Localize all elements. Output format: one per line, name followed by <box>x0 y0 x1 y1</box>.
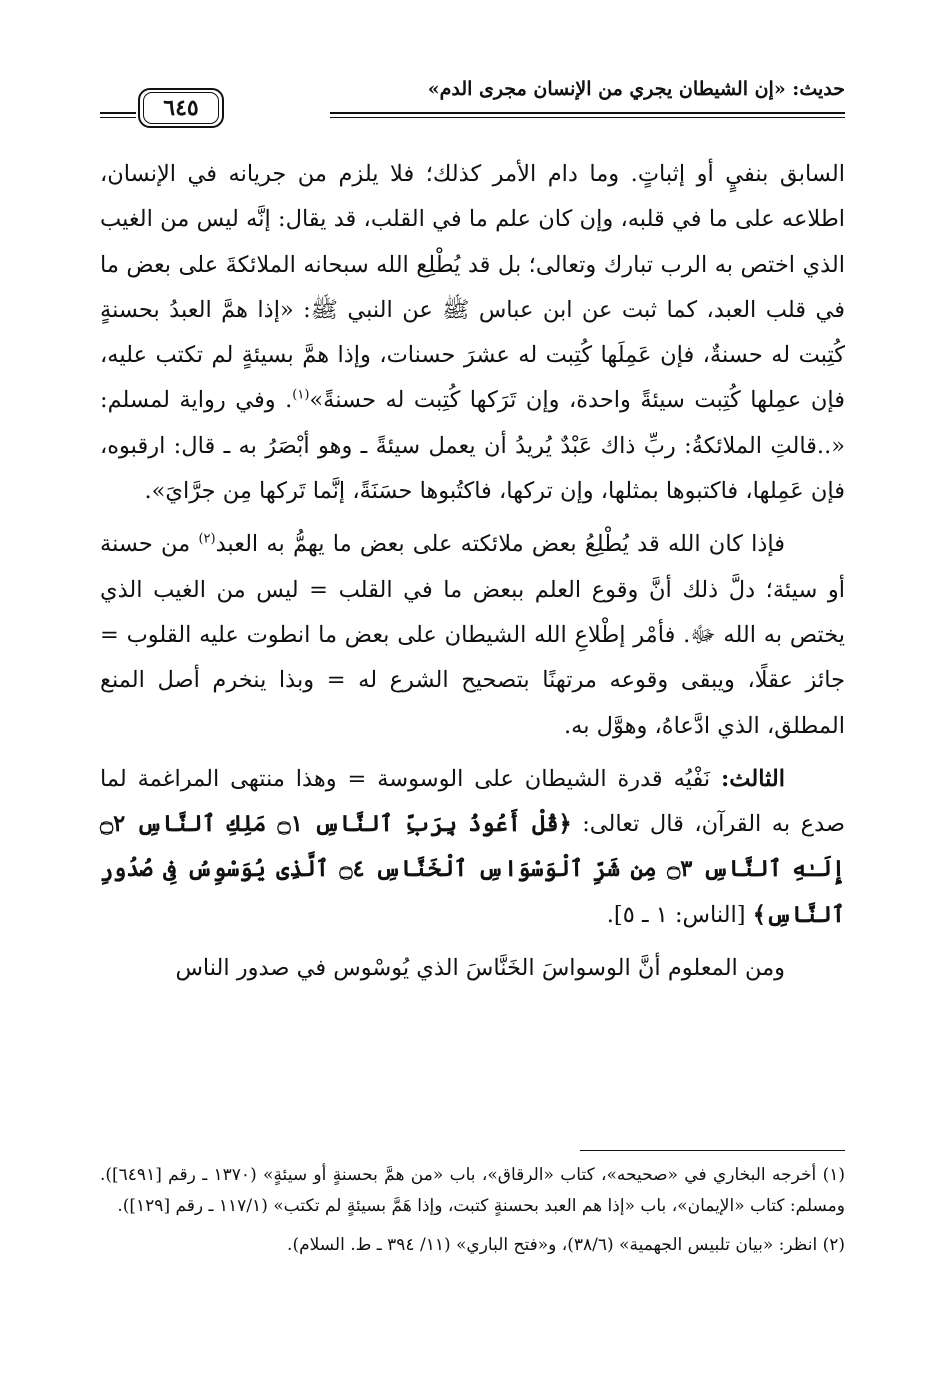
paragraph-1 <box>100 152 845 514</box>
footnote-ref-2: (٢) <box>198 531 216 547</box>
footnote-1: (١) أخرجه البخاري في «صحيحه»، كتاب «الرقاق»، باب «من همَّ بحسنةٍ أو سيئةٍ» (١٣٧٠ ـ رقم [٦٤٩١]). ومسلم: كتاب «الإيمان»، باب «إذا هم العبد بحسنةٍ كتبت، وإذا هَمَّ بسيئةٍ لم تكتب» (١١٧/١ ـ رقم [١٢٩]). <box>100 1165 846 1216</box>
paragraph-3-intro: نَفْيُه قدرة الشيطان على الوسوسة = وهذا منتهى المراغمة لما صدع به القرآن، قال تعالى: <box>100 765 845 838</box>
paragraph-2-tail: من حسنة أو سيئة؛ دلَّ ذلك أنَّ وقوع العلم ببعض ما في القلب = ليس من الغيب الذي يختص به الله ﷻ. فأمْر إطْلاعِ الله الشيطان على بعض ما انطوت عليه القلوب = جائز عقلًا، ويبقى وقوعه مرتهنًا بتصحيح الشرع له = وبذا ينخرم أصل المنع المطلق، الذي ادَّعاهُ، وهوَّل به. <box>100 531 845 739</box>
paragraph-2 <box>100 522 845 748</box>
quran-verse: ﴿قُلْ أَعُوذُ بِرَبِّ ٱلنَّاسِ ۝١ مَلِكِ ٱلنَّاسِ ۝٢ إِلَـٰهِ ٱلنَّاسِ ۝٣ مِن شَرِّ ٱلْوَسْوَاسِ ٱلْخَنَّاسِ ۝٤ ٱلَّذِى يُوَسْوِسُ فِى صُدُورِ ٱلنَّاسِ﴾ <box>100 811 845 928</box>
main-text <box>100 152 845 991</box>
header-rule-left <box>100 112 136 118</box>
header-rule <box>330 112 845 118</box>
footnotes <box>100 1160 845 1261</box>
footnote-ref-1: (١) <box>292 387 310 403</box>
paragraph-1-tail: . وفي رواية لمسلم: «..قالتِ الملائكةُ: ربِّ ذاك عَبْدٌ يُريدُ أن يعمل سيئةً ـ وهو أبْصَرُ به ـ قال: ارقبوه، فإن عَمِلها، فاكتبوها بمثلها، وإن تركها، فاكتُبوها حسَنَةً، إنَّما تَركها مِن جرَّايَ». <box>100 387 845 505</box>
quran-citation: [الناس: ١ ـ ٥]. <box>606 901 753 928</box>
page-number-frame <box>138 88 224 128</box>
footnote-2: (٢) انظر: «بيان تلبيس الجهمية» (٣٨/٦)، و«فتح الباري» (١١/ ٣٩٤ ـ ط. السلام). <box>287 1235 845 1255</box>
paragraph-4: ومن المعلوم أنَّ الوسواسَ الخَنَّاسَ الذي يُوسْوس في صدور الناس <box>175 955 785 982</box>
paragraph-1-text: السابق بنفيٍ أو إثباتٍ. وما دام الأمر كذلك؛ فلا يلزم من جريانه في الإنسان، اطلاعه على ما في قلبه، وإن كان علم ما في القلب، قد يقال: إنَّه ليس من الغيب الذي اختص به الرب تبارك وتعالى؛ بل قد يُطْلِع الله سبحانه الملائكةَ على بعض ما في قلب العبد، كما ثبت عن ابن عباس ﷺ عن النبي ﷺ: «إذا همَّ العبدُ بحسنةٍ كُتِبت له حسنةٌ، فإن عَمِلَها كُتِبت له عشرَ حسنات، وإذا همَّ بسيئةٍ لم تكتب عليه، فإن عمِلها كُتِبت سيئةً واحدة، وإن تَرَكها كُتِبت له حسنةً» <box>100 161 845 414</box>
page-number: ٦٤٥ <box>143 92 219 124</box>
page-header <box>100 72 845 130</box>
paragraph-3-lead: الثالث: <box>720 765 785 792</box>
paragraph-3 <box>100 757 845 938</box>
running-title: حديث: «إن الشيطان يجري من الإنسان مجرى الدم» <box>427 78 845 100</box>
footnote-rule <box>580 1150 845 1151</box>
paragraph-2-text: فإذا كان الله قد يُطْلِعُ بعض ملائكته على بعض ما يهمُّ به العبد <box>215 531 785 558</box>
